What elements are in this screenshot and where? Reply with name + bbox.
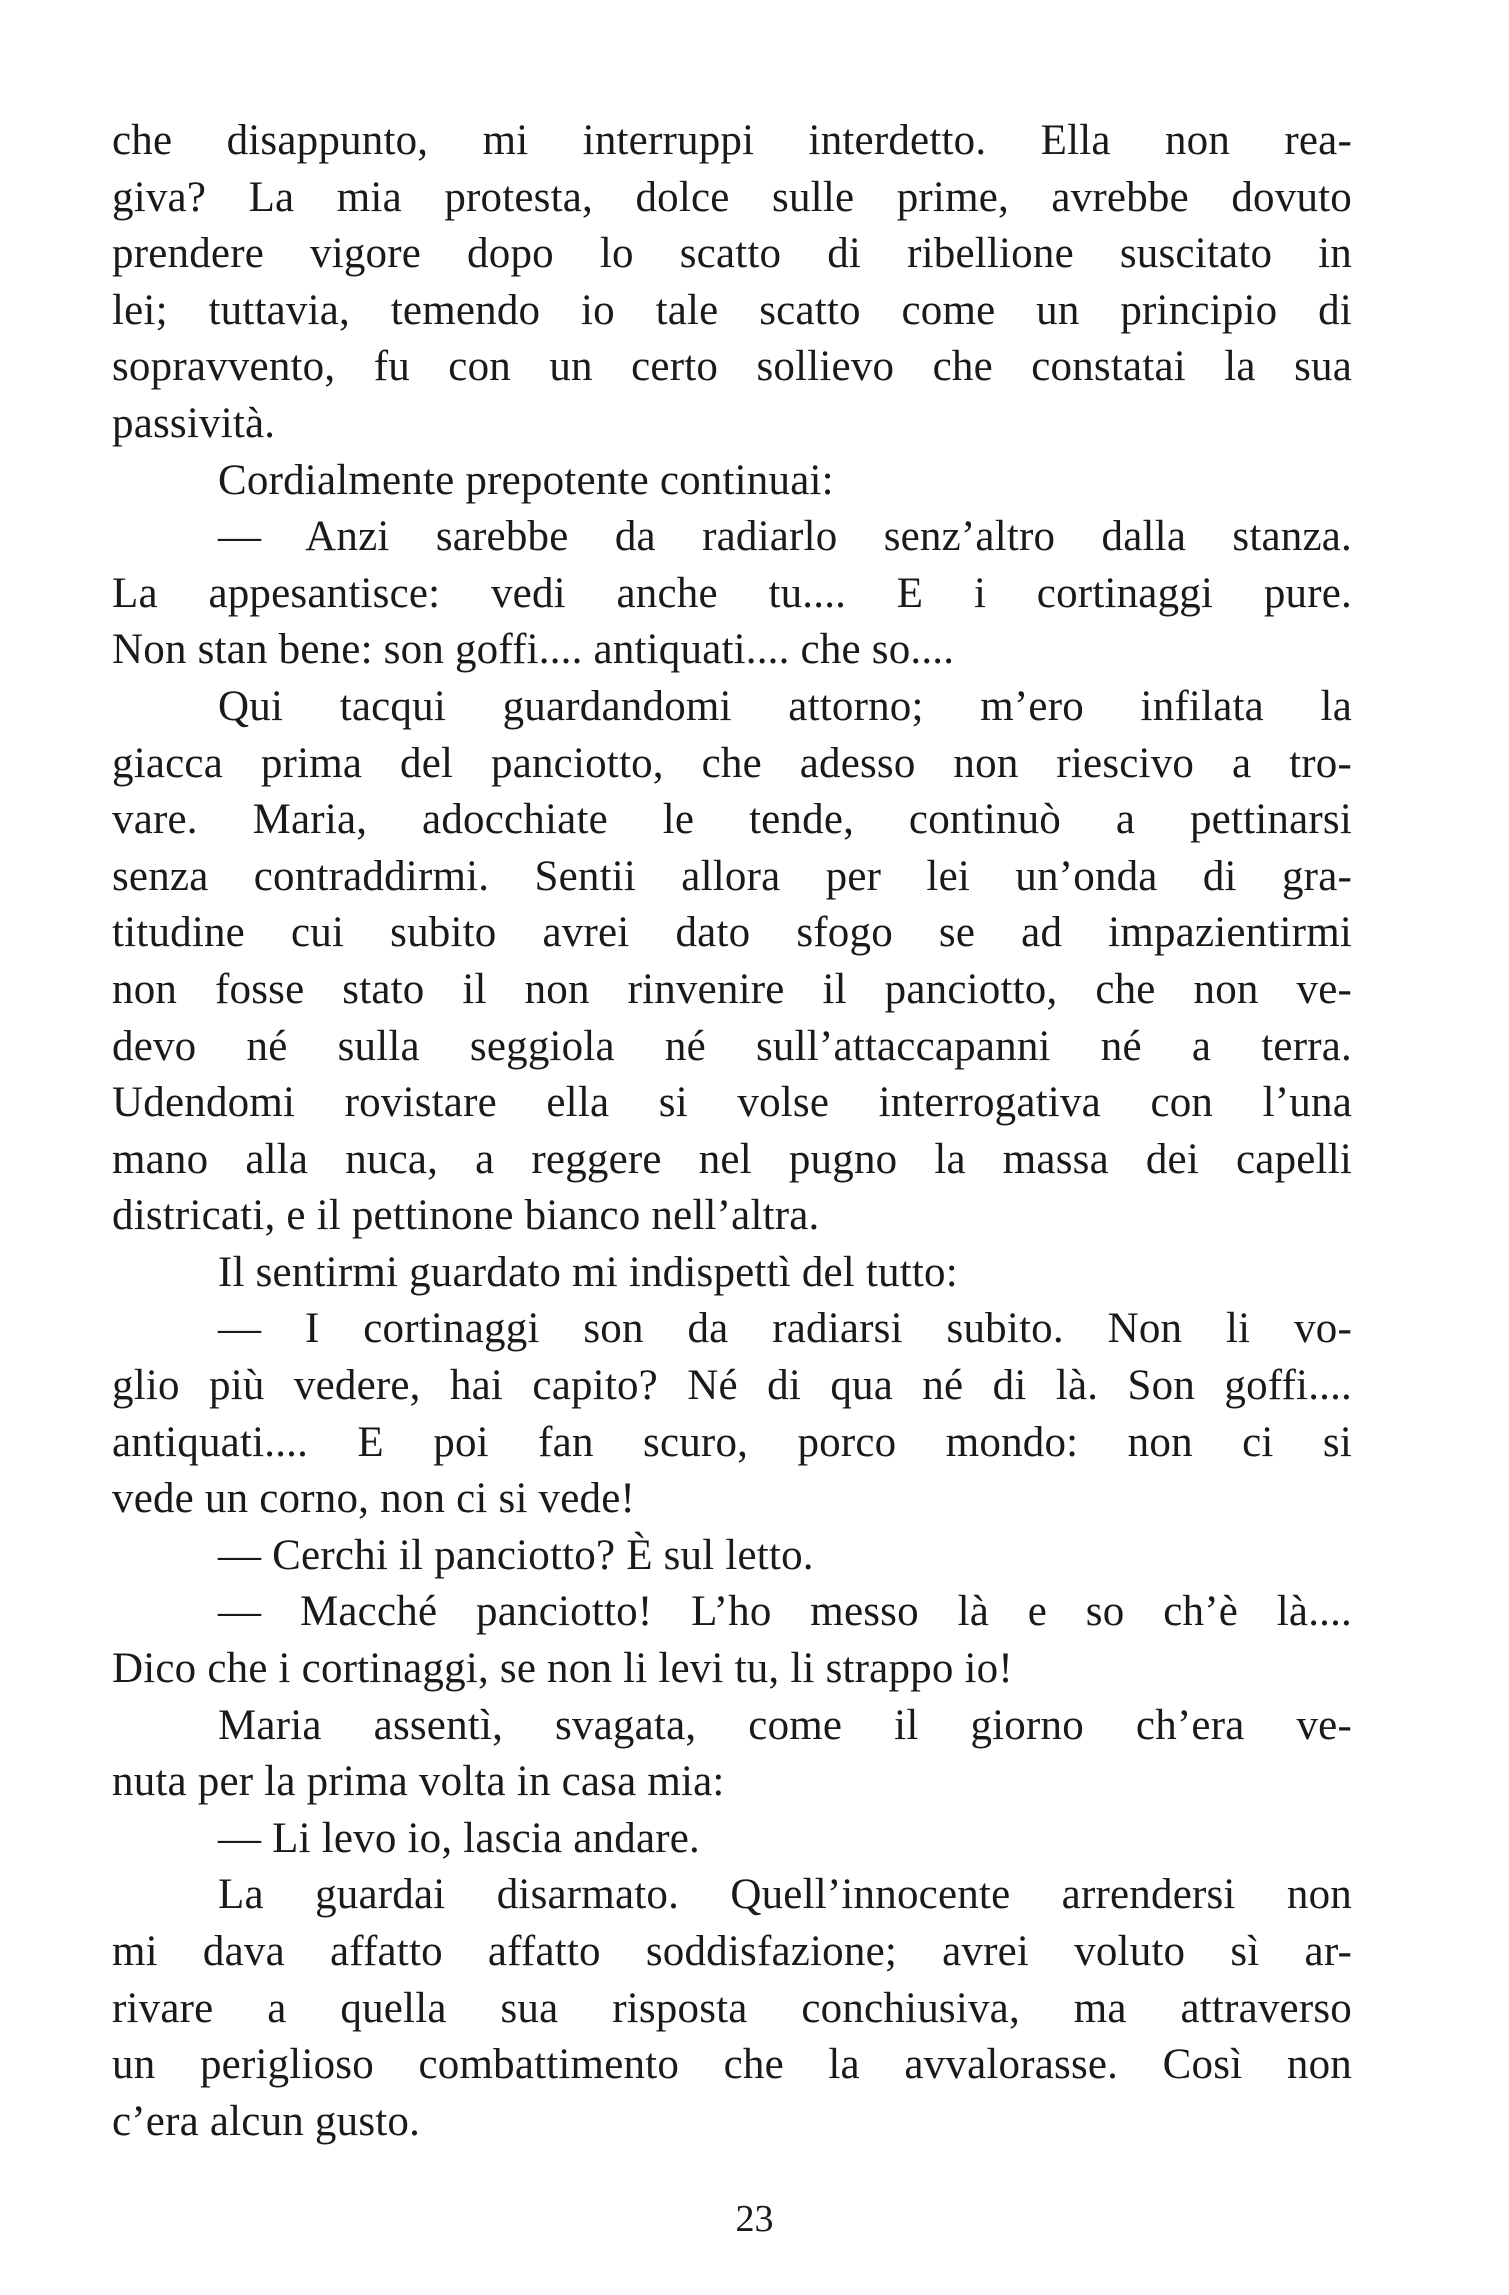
text-line: La appesantisce: vedi anche tu.... E i cortinaggi pure. <box>112 569 1352 617</box>
text-line: — Cerchi il panciotto? È sul letto. <box>218 1531 814 1579</box>
text-line: — Macché panciotto! L’ho messo là e so ch’è là.... <box>218 1588 1352 1636</box>
text-line: — I cortinaggi son da radiarsi subito. Non li vo- <box>218 1305 1352 1353</box>
text-line: Il sentirmi guardato mi indispettì del tutto: <box>218 1248 958 1296</box>
text-line: Cordialmente prepotente continuai: <box>218 456 834 504</box>
text-line: glio più vedere, hai capito? Né di qua né di là. Son goffi.... <box>112 1362 1352 1410</box>
text-line: devo né sulla seggiola né sull’attaccapanni né a terra. <box>112 1022 1352 1070</box>
text-line: Udendomi rovistare ella si volse interrogativa con l’una <box>112 1079 1352 1127</box>
text-line: — Li levo io, lascia andare. <box>218 1814 701 1862</box>
text-line: sopravvento, fu con un certo sollievo che constatai la sua <box>112 343 1352 391</box>
text-line: senza contraddirmi. Sentii allora per lei un’onda di gra- <box>112 852 1352 900</box>
text-line: passività. <box>112 399 276 447</box>
text-line: c’era alcun gusto. <box>112 2097 421 2145</box>
body-text <box>112 113 1352 2150</box>
text-line: La guardai disarmato. Quell’innocente arrendersi non <box>218 1871 1352 1919</box>
text-line: lei; tuttavia, temendo io tale scatto come un principio di <box>112 286 1352 334</box>
text-line: antiquati.... E poi fan scuro, porco mondo: non ci si <box>112 1418 1352 1466</box>
text-line: Qui tacqui guardandomi attorno; m’ero infilata la <box>218 682 1352 730</box>
text-line: Maria assentì, svagata, come il giorno ch’era ve- <box>218 1701 1352 1749</box>
text-line: vede un corno, non ci si vede! <box>112 1475 636 1523</box>
page-number: 23 <box>735 2198 774 2240</box>
text-line: rivare a quella sua risposta conchiusiva, ma attraverso <box>112 1984 1352 2032</box>
text-line: un periglioso combattimento che la avvalorasse. Così non <box>112 2041 1352 2089</box>
text-line: nuta per la prima volta in casa mia: <box>112 1758 725 1806</box>
text-line: — Anzi sarebbe da radiarlo senz’altro dalla stanza. <box>218 513 1352 561</box>
text-line: districati, e il pettinone bianco nell’altra. <box>112 1192 820 1240</box>
text-line: Dico che i cortinaggi, se non li levi tu, li strappo io! <box>112 1645 1013 1693</box>
text-line: prendere vigore dopo lo scatto di ribellione suscitato in <box>112 230 1352 278</box>
text-line: non fosse stato il non rinvenire il panciotto, che non ve- <box>112 965 1352 1013</box>
text-line: mano alla nuca, a reggere nel pugno la massa dei capelli <box>112 1135 1352 1183</box>
text-line: che disappunto, mi interruppi interdetto. Ella non rea- <box>112 117 1352 164</box>
text-line: Non stan bene: son goffi.... antiquati.... che so.... <box>112 626 955 674</box>
text-line: vare. Maria, adocchiate le tende, continuò a pettinarsi <box>112 796 1352 844</box>
text-line: titudine cui subito avrei dato sfogo se ad impazientirmi <box>112 909 1352 957</box>
text-line: giva? La mia protesta, dolce sulle prime, avrebbe dovuto <box>112 173 1352 221</box>
text-line: mi dava affatto affatto soddisfazione; avrei voluto sì ar- <box>112 1928 1352 1975</box>
text-line: giacca prima del panciotto, che adesso non riescivo a tro- <box>112 739 1352 787</box>
